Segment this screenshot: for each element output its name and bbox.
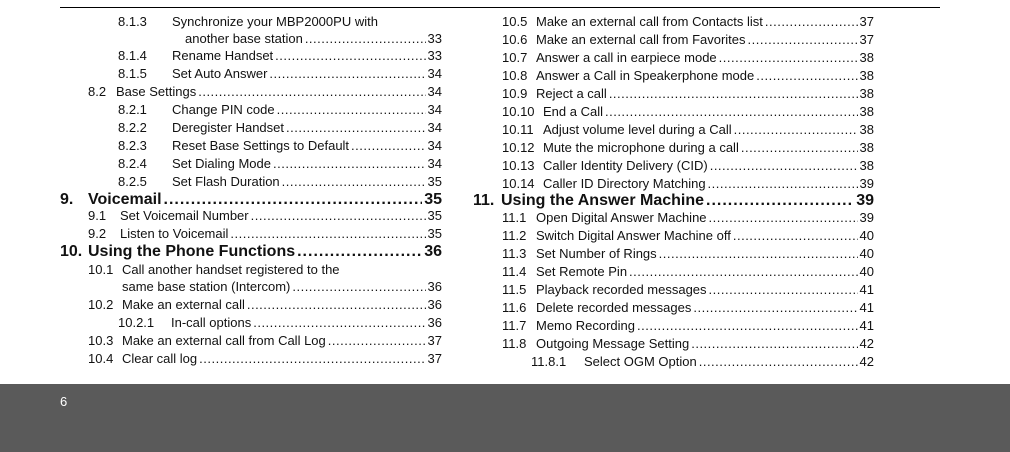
entry-title: Delete recorded messages <box>536 300 692 315</box>
toc-entry[interactable] <box>502 31 874 49</box>
entry-title: Synchronize your MBP2000PU with <box>172 14 378 29</box>
toc-entry[interactable] <box>502 281 874 299</box>
entry-number: 10.4 <box>88 351 114 366</box>
leader-dots <box>699 353 858 371</box>
leader-dots <box>709 281 858 299</box>
leader-dots <box>629 263 857 281</box>
entry-number: 10.2 <box>88 297 114 312</box>
entry-page: 35 <box>427 174 442 189</box>
entry-number: 8.2.3 <box>118 138 147 153</box>
entry-page: 36 <box>427 315 442 330</box>
toc-entry[interactable] <box>185 30 442 48</box>
leader-dots <box>253 314 425 332</box>
leader-dots <box>659 245 858 263</box>
toc-entry[interactable] <box>502 85 874 103</box>
leader-dots <box>734 121 858 139</box>
entry-page: 39 <box>859 210 874 225</box>
entry-page: 38 <box>859 122 874 137</box>
entry-page: 38 <box>859 86 874 101</box>
entry-number: 11.2 <box>502 228 527 243</box>
leader-dots <box>693 299 857 317</box>
entry-title: Answer a Call in Speakerphone mode <box>536 68 755 83</box>
entry-title: Clear call log <box>122 351 198 366</box>
entry-title: In-call options <box>171 315 252 330</box>
entry-title: Make an external call from Favorites <box>536 32 746 47</box>
toc-entry[interactable] <box>502 139 874 157</box>
entry-number: 10.5 <box>502 14 528 29</box>
leader-dots <box>247 296 426 314</box>
entry-page: 42 <box>859 354 874 369</box>
toc-entry[interactable] <box>502 263 874 281</box>
entry-page: 35 <box>427 226 442 241</box>
entry-page: 39 <box>859 176 874 191</box>
chapter-title: Voicemail <box>88 191 162 208</box>
entry-page: 34 <box>427 120 442 135</box>
toc-chapter-heading[interactable] <box>60 241 442 263</box>
top-rule <box>60 7 940 8</box>
entry-title: Set Flash Duration <box>172 174 280 189</box>
toc-entry[interactable] <box>118 47 442 65</box>
toc-entry[interactable] <box>88 83 442 101</box>
entry-page: 42 <box>859 336 874 351</box>
entry-number: 9.2 <box>88 226 107 241</box>
toc-entry[interactable] <box>88 296 442 314</box>
entry-page: 41 <box>859 300 874 315</box>
toc-entry[interactable] <box>118 137 442 155</box>
entry-number: 8.1.5 <box>118 66 147 81</box>
toc-entry[interactable] <box>122 278 442 296</box>
entry-title: Make an external call <box>122 297 245 312</box>
leader-dots <box>709 209 858 227</box>
leader-dots <box>719 49 858 67</box>
chapter-number: 11. <box>473 192 495 209</box>
chapter-page: 39 <box>856 192 874 209</box>
entry-title: Adjust volume level during a Call <box>543 122 732 137</box>
toc-entry[interactable] <box>502 209 874 227</box>
entry-page: 38 <box>859 68 874 83</box>
toc-entry[interactable] <box>502 335 874 353</box>
leader-dots <box>286 119 426 137</box>
entry-title: Reset Base Settings to Default <box>172 138 350 153</box>
leader-dots <box>351 137 425 155</box>
leader-dots <box>756 67 857 85</box>
entry-page: 36 <box>427 297 442 312</box>
entry-page: 38 <box>859 158 874 173</box>
entry-number: 8.2.1 <box>118 102 147 117</box>
entry-page: 33 <box>427 31 442 46</box>
toc-entry[interactable] <box>502 121 874 139</box>
leader-dots <box>328 332 426 350</box>
entry-number: 11.8 <box>502 336 527 351</box>
toc-entry[interactable] <box>118 155 442 173</box>
toc-entry[interactable] <box>88 207 442 225</box>
entry-page: 38 <box>859 50 874 65</box>
toc-entry[interactable] <box>531 353 874 371</box>
entry-page: 33 <box>427 48 442 63</box>
toc-entry[interactable] <box>502 245 874 263</box>
entry-number: 10.13 <box>502 158 535 173</box>
entry-page: 37 <box>427 333 442 348</box>
leader-dots <box>277 101 426 119</box>
chapter-number: 10. <box>60 243 83 260</box>
entry-number: 10.6 <box>502 32 528 47</box>
entry-page: 37 <box>427 351 442 366</box>
toc-entry[interactable] <box>88 261 442 279</box>
entry-title: Outgoing Message Setting <box>536 336 690 351</box>
entry-number: 11.5 <box>502 282 527 297</box>
leader-dots <box>637 317 858 335</box>
leader-dots <box>733 227 858 245</box>
page-footer-band <box>0 384 1010 452</box>
entry-title: Open Digital Answer Machine <box>536 210 707 225</box>
entry-page: 38 <box>859 140 874 155</box>
entry-title: Make an external call from Contacts list <box>536 14 763 29</box>
entry-page: 34 <box>427 156 442 171</box>
leader-dots <box>275 47 425 65</box>
toc-entry[interactable] <box>88 332 442 350</box>
chapter-title: Using the Answer Machine <box>501 192 704 209</box>
toc-entry[interactable] <box>502 67 874 85</box>
entry-number: 11.3 <box>502 246 527 261</box>
entry-title: Call another handset registered to the <box>122 262 340 277</box>
toc-entry[interactable] <box>502 103 874 121</box>
toc-entry[interactable] <box>118 13 442 31</box>
entry-number: 8.2 <box>88 84 107 99</box>
entry-page: 34 <box>427 102 442 117</box>
entry-number: 10.14 <box>502 176 535 191</box>
entry-page: 40 <box>859 228 874 243</box>
entry-page: 34 <box>427 84 442 99</box>
toc-entry[interactable] <box>88 350 442 368</box>
toc-entry[interactable] <box>118 119 442 137</box>
entry-page: 38 <box>859 104 874 119</box>
entry-number: 11.6 <box>502 300 527 315</box>
chapter-page: 35 <box>424 191 442 208</box>
leader-dots <box>710 157 858 175</box>
entry-number: 11.1 <box>502 210 527 225</box>
leader-dots <box>609 85 858 103</box>
leader-dots <box>198 83 425 101</box>
entry-number: 10.10 <box>502 104 535 119</box>
entry-page: 35 <box>427 208 442 223</box>
leader-dots <box>765 13 858 31</box>
leader-dots <box>691 335 857 353</box>
toc-entry[interactable] <box>502 299 874 317</box>
entry-page: 37 <box>859 32 874 47</box>
toc-entry[interactable] <box>502 227 874 245</box>
entry-title: Set Dialing Mode <box>172 156 271 171</box>
entry-number: 10.11 <box>502 122 534 137</box>
entry-title: Change PIN code <box>172 102 275 117</box>
entry-title: Select OGM Option <box>584 354 697 369</box>
toc-entry[interactable] <box>118 314 442 332</box>
entry-title: Caller Identity Delivery (CID) <box>543 158 708 173</box>
page-number: 6 <box>60 394 68 409</box>
chapter-title: Using the Phone Functions <box>88 243 296 260</box>
entry-number: 10.2.1 <box>118 315 155 330</box>
entry-page: 34 <box>427 66 442 81</box>
entry-number: 10.12 <box>502 140 535 155</box>
leader-dots <box>273 155 426 173</box>
entry-page: 40 <box>859 264 874 279</box>
leader-dots <box>748 31 858 49</box>
entry-page: 36 <box>427 279 442 294</box>
entry-number: 11.8.1 <box>531 354 567 369</box>
leader-dots <box>199 350 425 368</box>
leader-dots <box>297 241 422 263</box>
entry-title: Listen to Voicemail <box>120 226 229 241</box>
leader-dots <box>292 278 425 296</box>
entry-title: Set Voicemail Number <box>120 208 249 223</box>
entry-title: same base station (Intercom) <box>122 279 291 294</box>
entry-number: 10.8 <box>502 68 528 83</box>
toc-entry[interactable] <box>118 101 442 119</box>
toc-entry[interactable] <box>502 49 874 67</box>
entry-title: Make an external call from Call Log <box>122 333 326 348</box>
entry-title: Set Remote Pin <box>536 264 628 279</box>
entry-title: Set Auto Answer <box>172 66 268 81</box>
entry-number: 11.7 <box>502 318 527 333</box>
chapter-page: 36 <box>424 243 442 260</box>
entry-title: another base station <box>185 31 303 46</box>
toc-entry[interactable] <box>502 317 874 335</box>
entry-title: Switch Digital Answer Machine off <box>536 228 731 243</box>
entry-number: 11.4 <box>502 264 527 279</box>
entry-title: Answer a call in earpiece mode <box>536 50 717 65</box>
entry-title: Set Number of Rings <box>536 246 657 261</box>
entry-page: 41 <box>859 282 874 297</box>
leader-dots <box>305 30 426 48</box>
toc-entry[interactable] <box>118 65 442 83</box>
entry-number: 10.3 <box>88 333 114 348</box>
leader-dots <box>251 207 426 225</box>
chapter-number: 9. <box>60 191 74 208</box>
entry-number: 8.2.2 <box>118 120 147 135</box>
toc-entry[interactable] <box>502 157 874 175</box>
entry-number: 10.1 <box>88 262 114 277</box>
entry-page: 37 <box>859 14 874 29</box>
entry-title: Memo Recording <box>536 318 635 333</box>
entry-title: Rename Handset <box>172 48 274 63</box>
entry-number: 10.9 <box>502 86 528 101</box>
leader-dots <box>269 65 425 83</box>
entry-title: Reject a call <box>536 86 607 101</box>
entry-number: 9.1 <box>88 208 107 223</box>
entry-number: 8.1.3 <box>118 14 147 29</box>
entry-number: 10.7 <box>502 50 528 65</box>
entry-title: Base Settings <box>116 84 197 99</box>
entry-number: 8.2.5 <box>118 174 147 189</box>
entry-title: Playback recorded messages <box>536 282 707 297</box>
entry-title: Deregister Handset <box>172 120 284 135</box>
entry-title: Caller ID Directory Matching <box>543 176 706 191</box>
entry-number: 8.2.4 <box>118 156 147 171</box>
entry-title: Mute the microphone during a call <box>543 140 739 155</box>
entry-title: End a Call <box>543 104 603 119</box>
entry-page: 40 <box>859 246 874 261</box>
entry-page: 34 <box>427 138 442 153</box>
leader-dots <box>605 103 858 121</box>
leader-dots <box>741 139 858 157</box>
toc-entry[interactable] <box>502 13 874 31</box>
entry-number: 8.1.4 <box>118 48 147 63</box>
entry-page: 41 <box>859 318 874 333</box>
